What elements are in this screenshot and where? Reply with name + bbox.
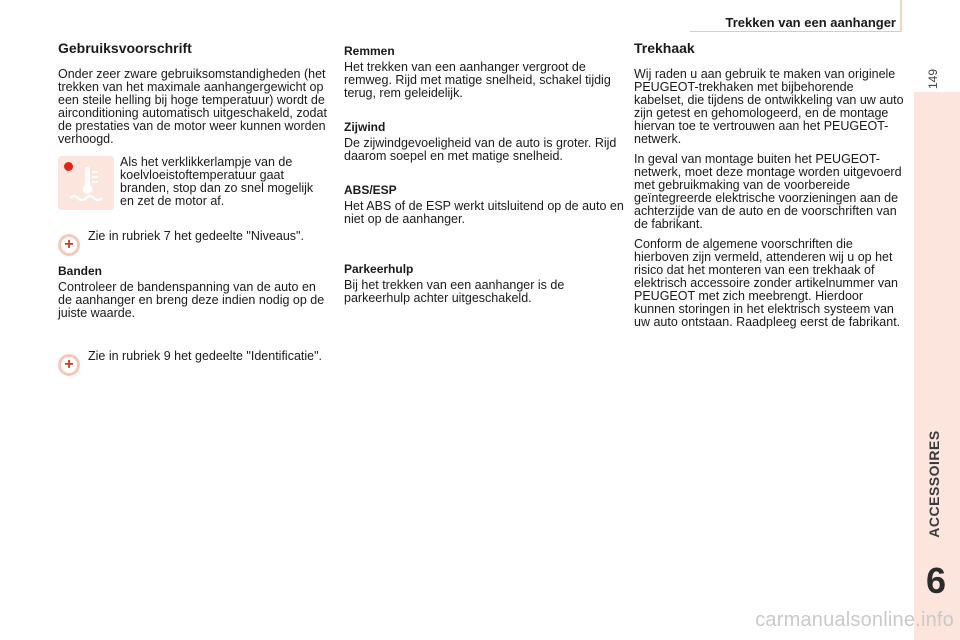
section-heading-crosswind: Zijwind bbox=[344, 120, 386, 134]
thermometer-icon bbox=[68, 164, 106, 204]
coolant-warning-text: Als het verklikkerlampje van de koelvloeistoftemperatuur gaat branden, stop dan zo snel mogelijk en zet de motor af. bbox=[120, 155, 314, 208]
section-heading-brakes: Remmen bbox=[344, 44, 395, 58]
note-levels-text: Zie in rubriek 7 het gedeelte "Niveaus". bbox=[88, 229, 304, 243]
towbar-paragraph-2: In geval van montage buiten het PEUGEOT-netwerk, moet deze montage worden uitgevoerd met gebruikmaking van de voorbereide geïntegreerde elektrische voorzieningen aan de achterzijde van de auto en de voorschriften van de fabrikant. bbox=[634, 152, 902, 231]
note-identification bbox=[58, 350, 330, 376]
towbar-paragraph-3: Conform de algemene voorschriften die hierboven zijn vermeld, attenderen wij u op het risico dat het monteren van een trekhaak of elektrisch accessoire zonder artikelnummer van PEUGEOT met zich meebrengt. Hierdoor kunnen storingen in het elektrisch systeem van uw auto ontstaan. Raadpleeg eerst de fabrikant. bbox=[634, 237, 901, 329]
column-towbar bbox=[634, 40, 906, 336]
tyres-text: Controleer de bandenspanning van de auto en de aanhanger en breng deze indien nodig op de juiste waarde. bbox=[58, 280, 325, 320]
section-heading-abs-esp: ABS/ESP bbox=[344, 183, 397, 197]
plus-info-icon: + bbox=[58, 234, 80, 256]
towbar-paragraph-1: Wij raden u aan gebruik te maken van originele PEUGEOT-trekhaken met bijbehorende kabelset, die tijdens de ontwikkeling van uw auto zijn getest en gehomologeerd, en de montage hiervan toe te vertrouwen aan het PEUGEOT-netwerk. bbox=[634, 67, 904, 146]
header-accent-tick bbox=[900, 0, 902, 32]
section-heading-usage: Gebruiksvoorschrift bbox=[58, 40, 192, 56]
page-header-title: Trekken van een aanhanger bbox=[725, 15, 896, 30]
page-number: 149 bbox=[926, 68, 940, 90]
watermark: carmanualsonline.info bbox=[755, 609, 954, 631]
abs-esp-text: Het ABS of de ESP werkt uitsluitend op de auto en niet op de aanhanger. bbox=[344, 199, 624, 226]
brakes-text: Het trekken van een aanhanger vergroot de remweg. Rijd met matige snelheid, schakel tijdig terug, rem geleidelijk. bbox=[344, 60, 611, 100]
note-levels bbox=[58, 230, 330, 256]
crosswind-text: De zijwindgevoeligheid van de auto is groter. Rijd daarom soepel en met matige snelheid. bbox=[344, 136, 617, 163]
coolant-warning-notice bbox=[58, 156, 330, 210]
chapter-number: 6 bbox=[925, 560, 947, 601]
section-heading-tyres: Banden bbox=[58, 264, 103, 278]
header-divider bbox=[690, 31, 900, 32]
chapter-label: ACCESSOIRES bbox=[926, 430, 942, 538]
column-usage bbox=[58, 40, 330, 384]
column-driving bbox=[344, 44, 624, 312]
plus-info-icon: + bbox=[58, 354, 80, 376]
usage-intro-text: Onder zeer zware gebruiksomstandigheden (het trekken van het maximale aanhangergewicht op een steile helling bij hoge temperatuur) wordt de airconditioning automatisch uitgeschakeld, zodat de prestaties van de motor weer kunnen worden verhoogd. bbox=[58, 67, 327, 146]
coolant-temperature-warning-icon bbox=[58, 156, 114, 210]
note-identification-text: Zie in rubriek 9 het gedeelte "Identificatie". bbox=[88, 349, 323, 363]
parking-aid-text: Bij het trekken van een aanhanger is de parkeerhulp achter uitgeschakeld. bbox=[344, 278, 565, 305]
chapter-side-tab bbox=[914, 92, 960, 640]
section-heading-parking-aid: Parkeerhulp bbox=[344, 262, 414, 276]
section-heading-towbar: Trekhaak bbox=[634, 40, 695, 56]
